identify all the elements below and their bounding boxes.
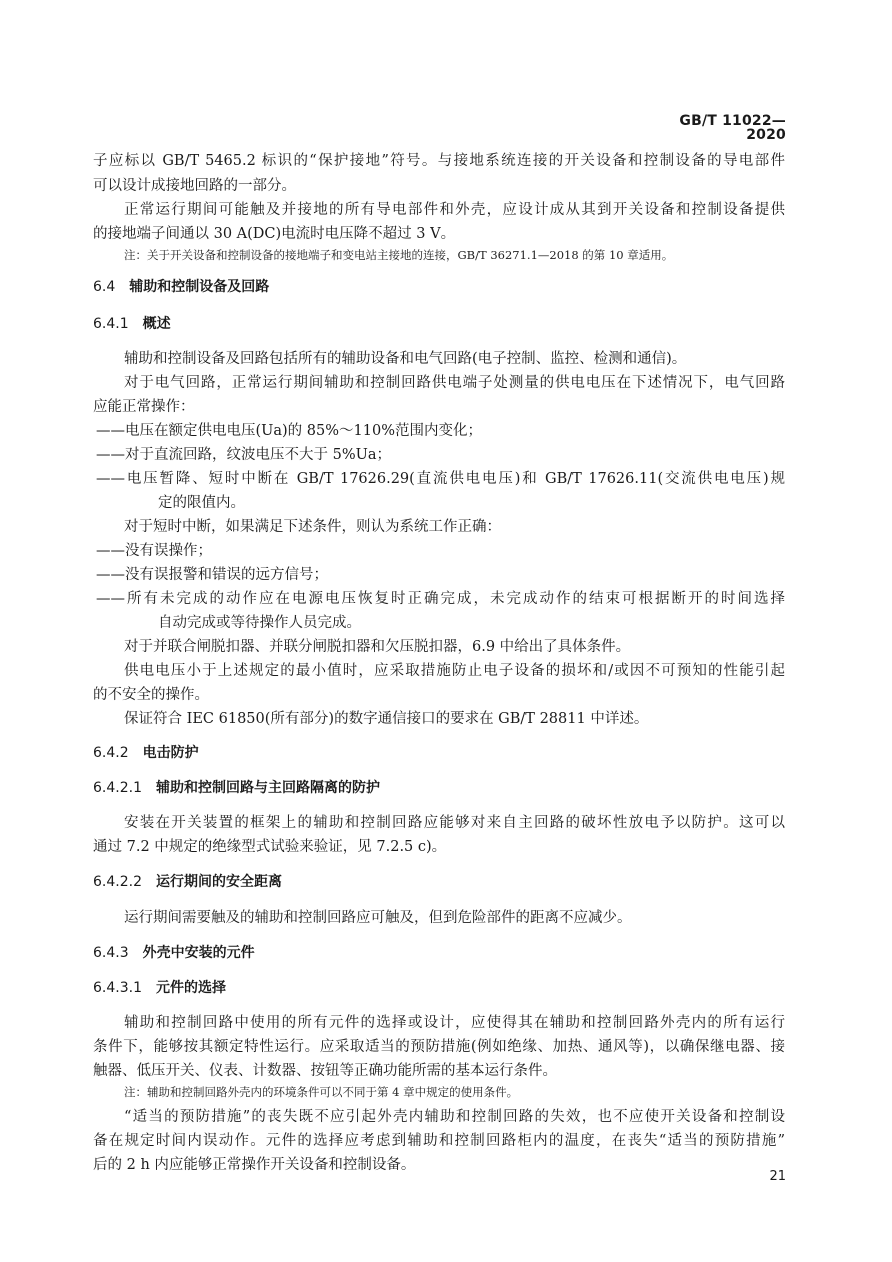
text-line: 对于电气回路，正常运行期间辅助和控制回路供电端子处测量的供电电压在下述情况下，电气回路 xyxy=(124,375,785,391)
heading-title: 运行期间的安全距离 xyxy=(155,874,282,890)
section-heading-6-4-3-1 xyxy=(93,981,226,995)
text-line: 运行期间需要触及的辅助和控制回路应可触及，但到危险部件的距离不应减少。 xyxy=(124,910,632,926)
heading-number: 6.4 xyxy=(93,279,116,295)
text-line: 触器、低压开关、仪表、计数器、按钮等正确功能所需的基本运行条件。 xyxy=(93,1063,557,1079)
heading-number: 6.4.2.1 xyxy=(93,780,142,796)
heading-title: 辅助和控制回路与主回路隔离的防护 xyxy=(155,780,380,796)
heading-number: 6.4.3.1 xyxy=(93,980,142,996)
text-line: 的不安全的操作。 xyxy=(93,687,209,703)
heading-number: 6.4.1 xyxy=(93,316,129,332)
heading-title: 元件的选择 xyxy=(155,980,226,996)
standard-number-header: GB/T 11022—2020 xyxy=(679,113,786,143)
page-number: 21 xyxy=(769,1169,786,1184)
heading-number: 6.4.2 xyxy=(93,745,129,761)
dash-item-continuation: 定的限值内。 xyxy=(158,495,245,511)
heading-title: 外壳中安装的元件 xyxy=(142,945,255,961)
heading-number: 6.4.3 xyxy=(93,945,129,961)
dash-item: ——没有误报警和错误的远方信号； xyxy=(96,567,328,583)
section-heading-6-4 xyxy=(93,280,269,294)
text-line: 应能正常操作： xyxy=(93,399,195,415)
dash-item: ——对于直流回路，纹波电压不大于 5%Ua； xyxy=(96,447,391,463)
heading-title: 电击防护 xyxy=(142,745,199,761)
dash-item: ——电压暂降、短时中断在 GB/T 17626.29(直流供电电压)和 GB/T 17626.11(交流供电电压)规 xyxy=(96,471,785,487)
text-line: 辅助和控制回路中使用的所有元件的选择或设计，应使得其在辅助和控制回路外壳内的所有运行 xyxy=(124,1015,785,1031)
text-line: 通过 7.2 中规定的绝缘型式试验来验证，见 7.2.5 c)。 xyxy=(93,839,447,855)
text-line: 的接地端子间通以 30 A(DC)电流时电压降不超过 3 V。 xyxy=(93,226,456,242)
text-line: 对于并联合闸脱扣器、并联分闸脱扣器和欠压脱扣器，6.9 中给出了具体条件。 xyxy=(124,639,631,655)
text-line: 子应标以 GB/T 5465.2 标识的“保护接地”符号。与接地系统连接的开关设备和控制设备的导电部件 xyxy=(93,153,785,169)
text-line: 可以设计成接地回路的一部分。 xyxy=(93,178,296,194)
heading-title: 辅助和控制设备及回路 xyxy=(129,279,270,295)
text-line: 对于短时中断，如果满足下述条件，则认为系统工作正确： xyxy=(124,519,501,535)
text-line: 备在规定时间内误动作。元件的选择应考虑到辅助和控制回路柜内的温度，在丧失“适当的预防措施” xyxy=(93,1133,785,1149)
heading-number: 6.4.2.2 xyxy=(93,874,142,890)
dash-item: ——所有未完成的动作应在电源电压恢复时正确完成，未完成动作的结束可根据断开的时间选择 xyxy=(96,591,785,607)
section-heading-6-4-2-2 xyxy=(93,875,282,889)
text-line: 供电电压小于上述规定的最小值时，应采取措施防止电子设备的损坏和/或因不可预知的性能引起 xyxy=(124,663,785,679)
section-heading-6-4-2 xyxy=(93,746,199,760)
note-line: 注：辅助和控制回路外壳内的环境条件可以不同于第 4 章中规定的使用条件。 xyxy=(124,1085,519,1099)
dash-item: ——没有误操作； xyxy=(96,543,212,559)
text-line: 安装在开关装置的框架上的辅助和控制回路应能够对来自主回路的破坏性放电予以防护。这可以 xyxy=(124,815,785,831)
text-line: “适当的预防措施”的丧失既不应引起外壳内辅助和控制回路的失效，也不应使开关设备和控制设 xyxy=(124,1109,785,1125)
dash-item-continuation: 自动完成或等待操作人员完成。 xyxy=(158,615,361,631)
text-line: 正常运行期间可能触及并接地的所有导电部件和外壳，应设计成从其到开关设备和控制设备提供 xyxy=(124,202,785,218)
note-line: 注：关于开关设备和控制设备的接地端子和变电站主接地的连接，GB/T 36271.1—2018 的第 10 章适用。 xyxy=(124,248,674,262)
section-heading-6-4-1 xyxy=(93,317,171,331)
section-heading-6-4-2-1 xyxy=(93,781,380,795)
text-line: 后的 2 h 内应能够正常操作开关设备和控制设备。 xyxy=(93,1157,416,1173)
section-heading-6-4-3 xyxy=(93,946,255,960)
text-line: 辅助和控制设备及回路包括所有的辅助设备和电气回路(电子控制、监控、检测和通信)。 xyxy=(124,351,687,367)
text-line: 保证符合 IEC 61850(所有部分)的数字通信接口的要求在 GB/T 28811 中详述。 xyxy=(124,711,649,727)
heading-title: 概述 xyxy=(142,316,171,332)
text-line: 条件下，能够按其额定特性运行。应采取适当的预防措施(例如绝缘、加热、通风等)，以确保继电器、接 xyxy=(93,1039,785,1055)
dash-item: ——电压在额定供电电压(Ua)的 85%～110%范围内变化； xyxy=(96,423,482,439)
